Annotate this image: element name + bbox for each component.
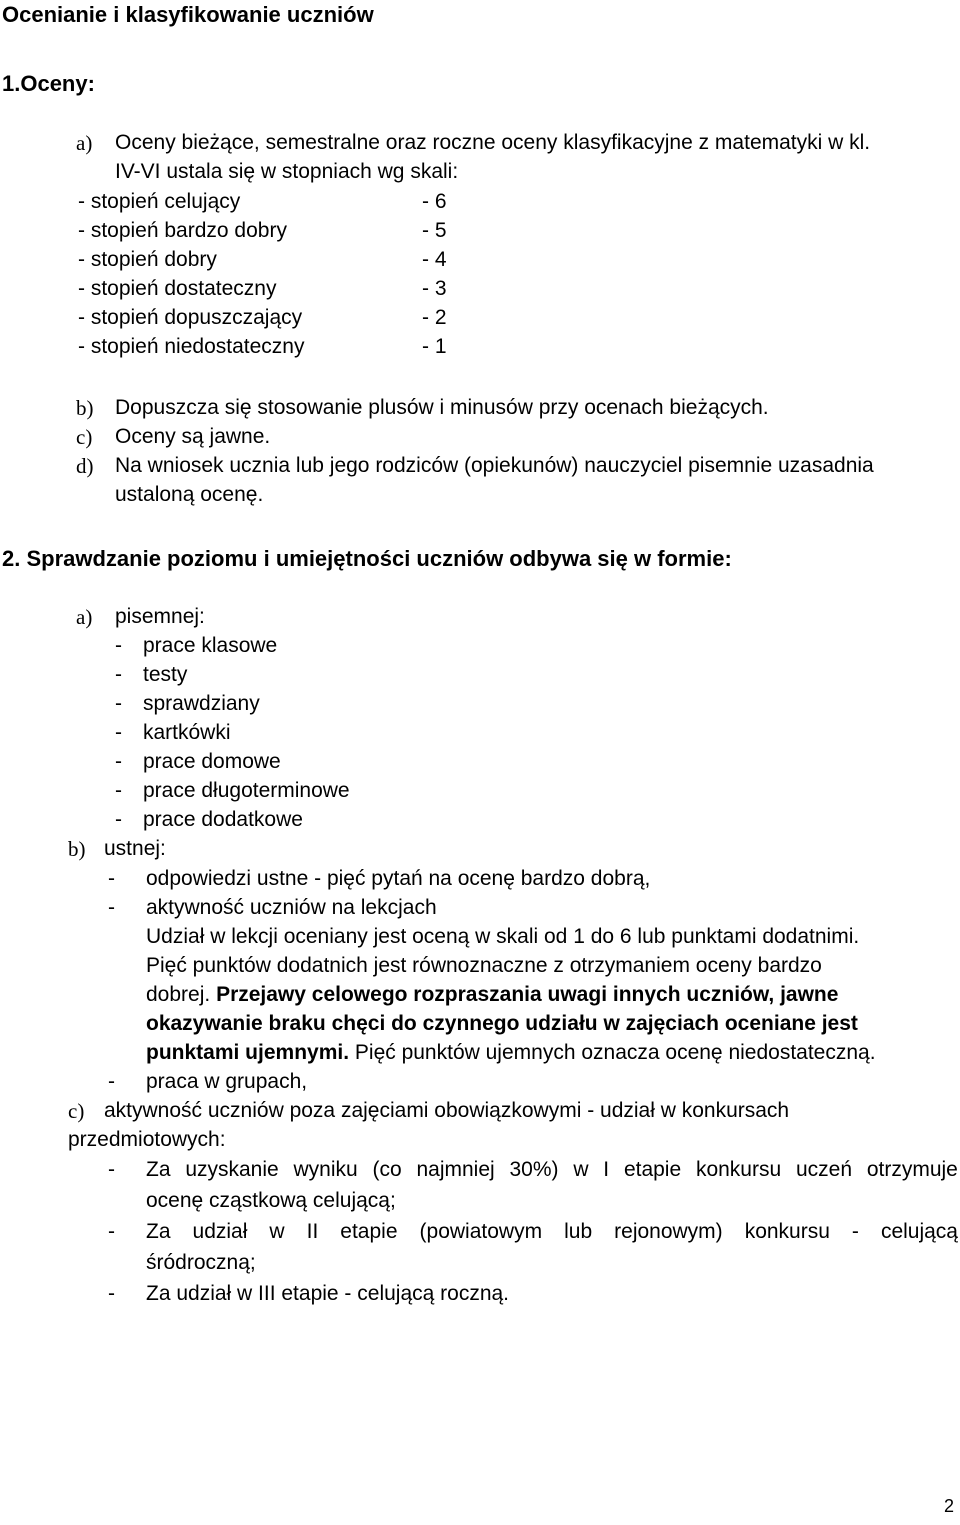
item-2a-text: pisemnej: bbox=[115, 605, 205, 628]
word: wyniku bbox=[293, 1158, 358, 1181]
scale-value: - 5 bbox=[422, 219, 447, 242]
item-2a-label: a) bbox=[76, 605, 93, 629]
oral-item: odpowiedzi ustne - pięć pytań na ocenę bardzo dobrą, bbox=[146, 867, 651, 890]
list-item: sprawdziany bbox=[143, 692, 260, 715]
word: (co bbox=[372, 1158, 402, 1181]
scale-value: - 1 bbox=[422, 335, 447, 358]
contest-item-1-line1 bbox=[146, 1158, 958, 1182]
contest-item-2-line2: śródroczną; bbox=[146, 1251, 256, 1274]
word: Za bbox=[146, 1220, 171, 1243]
list-bullet: - bbox=[108, 1158, 115, 1181]
list-item: prace długoterminowe bbox=[143, 779, 350, 802]
item-a-text-line1: Oceny bieżące, semestralne oraz roczne oceny klasyfikacyjne z matematyki w kl. bbox=[115, 131, 871, 154]
scale-name: - stopień dobry bbox=[78, 248, 217, 271]
section-1-heading: 1.Oceny: bbox=[2, 71, 95, 96]
scale-value: - 2 bbox=[422, 306, 447, 329]
word: w bbox=[269, 1220, 285, 1243]
scale-name: - stopień dostateczny bbox=[78, 277, 277, 300]
contest-item-1-line2: ocenę cząstkową celującą; bbox=[146, 1189, 396, 1212]
activity-text-line2: Pięć punktów dodatnich jest równoznaczne z otrzymaniem oceny bardzo bbox=[146, 954, 822, 977]
item-a-label: a) bbox=[76, 131, 93, 155]
list-bullet: - bbox=[115, 808, 122, 831]
scale-name: - stopień celujący bbox=[78, 190, 241, 213]
word: rejonowym) bbox=[614, 1220, 723, 1243]
item-d-text-line2: ustaloną ocenę. bbox=[115, 483, 264, 506]
word: konkursu bbox=[744, 1220, 830, 1243]
list-bullet: - bbox=[108, 896, 115, 919]
word: (powiatowym bbox=[419, 1220, 543, 1243]
activity-text-line1: Udział w lekcji oceniany jest oceną w skali od 1 do 6 lub punktami dodatnimi. bbox=[146, 925, 860, 948]
item-2c-label: c) bbox=[68, 1099, 85, 1123]
oral-item: aktywność uczniów na lekcjach bbox=[146, 896, 437, 919]
scale-value: - 6 bbox=[422, 190, 447, 213]
list-bullet: - bbox=[108, 867, 115, 890]
contest-item-2-line1 bbox=[146, 1220, 958, 1244]
scale-value: - 4 bbox=[422, 248, 447, 271]
list-bullet: - bbox=[115, 721, 122, 744]
activity-plain-text: Pięć punktów ujemnych oznacza ocenę niedostateczną. bbox=[354, 1041, 876, 1064]
word: konkursu bbox=[695, 1158, 782, 1181]
list-bullet: - bbox=[115, 779, 122, 802]
list-bullet: - bbox=[115, 750, 122, 773]
item-c-label: c) bbox=[76, 425, 93, 449]
item-2b-label: b) bbox=[68, 837, 86, 861]
scale-name: - stopień dopuszczający bbox=[78, 306, 303, 329]
activity-plain-text: dobrej. bbox=[146, 983, 211, 1006]
word: II bbox=[306, 1220, 319, 1243]
word: najmniej bbox=[416, 1158, 495, 1181]
word: w bbox=[573, 1158, 589, 1181]
contest-item-3: Za udział w III etapie - celującą roczną. bbox=[146, 1282, 510, 1305]
item-d-label: d) bbox=[76, 454, 94, 478]
list-bullet: - bbox=[108, 1070, 115, 1093]
item-d-text-line1: Na wniosek ucznia lub jego rodziców (opiekunów) nauczyciel pisemnie uzasadnia bbox=[115, 454, 874, 477]
word: etapie bbox=[623, 1158, 682, 1181]
item-a-text-line2: IV-VI ustala się w stopniach wg skali: bbox=[115, 160, 459, 183]
scale-value: - 3 bbox=[422, 277, 447, 300]
activity-bold-text: punktami ujemnymi. bbox=[146, 1041, 350, 1064]
word: Za bbox=[146, 1158, 171, 1181]
word: - bbox=[851, 1220, 859, 1243]
document-title: Ocenianie i klasyfikowanie uczniów bbox=[2, 2, 374, 27]
list-bullet: - bbox=[115, 634, 122, 657]
list-item: prace klasowe bbox=[143, 634, 278, 657]
list-item: prace domowe bbox=[143, 750, 281, 773]
list-item: prace dodatkowe bbox=[143, 808, 303, 831]
word: udział bbox=[192, 1220, 248, 1243]
list-bullet: - bbox=[108, 1220, 115, 1243]
list-item: testy bbox=[143, 663, 188, 686]
list-item: kartkówki bbox=[143, 721, 231, 744]
scale-name: - stopień bardzo dobry bbox=[78, 219, 287, 242]
activity-text-line4: okazywanie braku chęci do czynnego udziału w zajęciach oceniane jest bbox=[146, 1012, 858, 1035]
list-bullet: - bbox=[108, 1282, 115, 1305]
item-b-label: b) bbox=[76, 396, 94, 420]
word: etapie bbox=[340, 1220, 398, 1243]
word: celującą bbox=[880, 1220, 958, 1243]
scale-name: - stopień niedostateczny bbox=[78, 335, 305, 358]
activity-bold-text: Przejawy celowego rozpraszania uwagi innych uczniów, jawne bbox=[216, 983, 839, 1006]
item-2c-text-line2: przedmiotowych: bbox=[68, 1128, 226, 1151]
list-bullet: - bbox=[115, 692, 122, 715]
word: uczeń bbox=[795, 1158, 853, 1181]
item-b-text: Dopuszcza się stosowanie plusów i minusów przy ocenach bieżących. bbox=[115, 396, 769, 419]
word: otrzymuje bbox=[866, 1158, 958, 1181]
oral-item: praca w grupach, bbox=[146, 1070, 308, 1093]
word: lub bbox=[564, 1220, 593, 1243]
page-number: 2 bbox=[943, 1496, 954, 1516]
section-2-heading: 2. Sprawdzanie poziomu i umiejętności uczniów odbywa się w formie: bbox=[2, 546, 732, 571]
activity-text-line5 bbox=[146, 1041, 876, 1065]
item-2c-text-line1: aktywność uczniów poza zajęciami obowiązkowymi - udział w konkursach bbox=[104, 1099, 790, 1122]
list-bullet: - bbox=[115, 663, 122, 686]
item-2b-text: ustnej: bbox=[104, 837, 166, 860]
word: uzyskanie bbox=[185, 1158, 279, 1181]
word: I bbox=[603, 1158, 610, 1181]
item-c-text: Oceny są jawne. bbox=[115, 425, 271, 448]
activity-text-line3 bbox=[146, 983, 838, 1007]
word: 30%) bbox=[509, 1158, 559, 1181]
